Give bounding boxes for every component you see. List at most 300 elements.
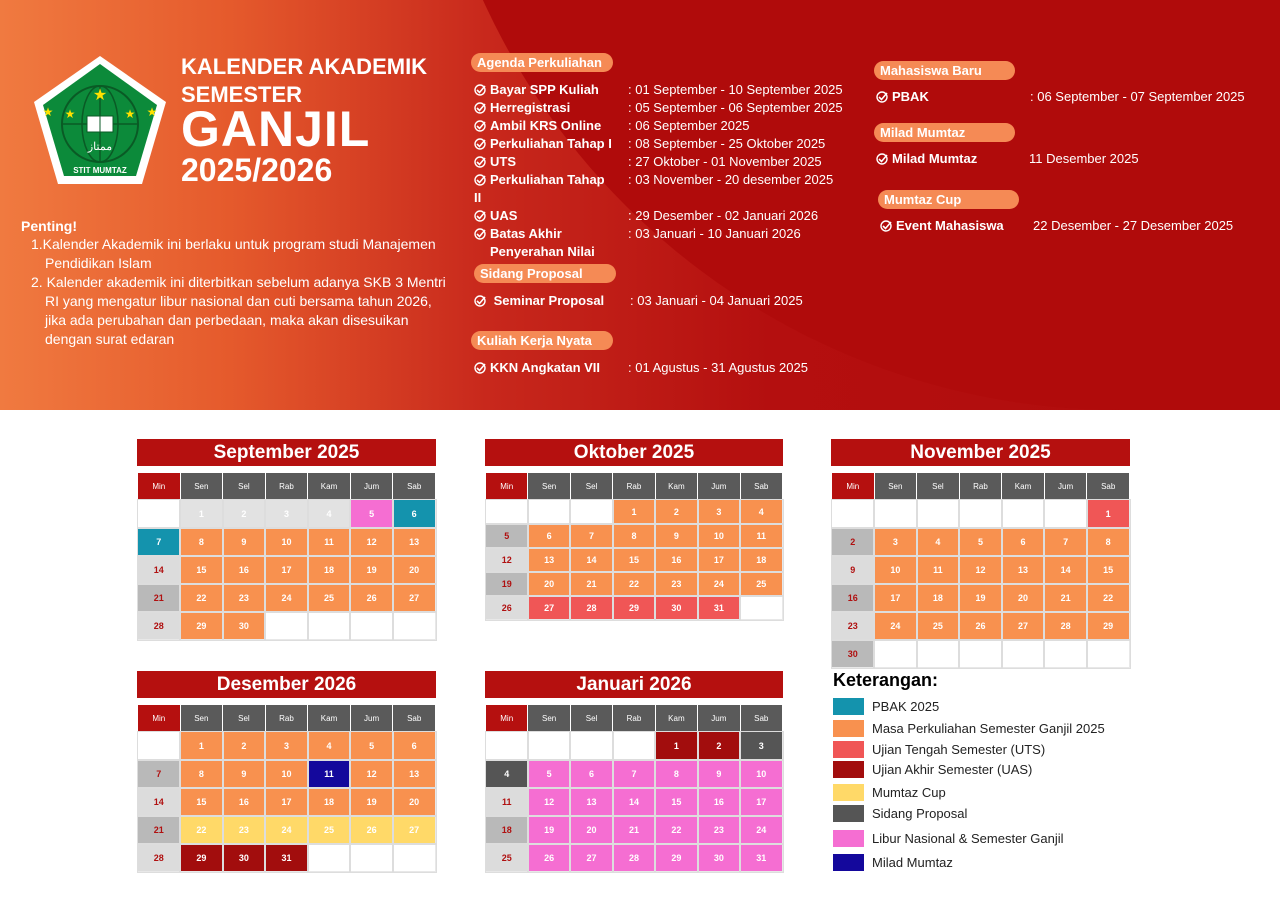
day-cell: 28	[570, 596, 612, 620]
day-cell: 29	[655, 844, 697, 872]
day-cell: 14	[570, 548, 612, 572]
day-cell: 3	[265, 500, 308, 528]
day-cell: 23	[832, 612, 875, 640]
weekday-header: Sab	[740, 705, 782, 732]
day-cell: 14	[613, 788, 655, 816]
logo-text: STIT MUMTAZ	[73, 166, 127, 175]
calendar-title-november: November 2025	[831, 439, 1130, 466]
day-cell: 2	[832, 528, 875, 556]
empty-cell	[1044, 500, 1087, 528]
logo-arabic: ممتاز	[87, 141, 113, 153]
day-cell: 28	[138, 844, 181, 872]
day-cell: 27	[570, 844, 612, 872]
weekday-header-row	[138, 705, 436, 732]
week-row	[832, 640, 1130, 668]
calendar-title-januari: Januari 2026	[485, 671, 783, 698]
calendar-title-oktober: Oktober 2025	[485, 439, 783, 466]
day-cell: 29	[180, 844, 223, 872]
day-cell: 8	[655, 760, 697, 788]
day-cell: 22	[613, 572, 655, 596]
week-row	[486, 844, 783, 872]
weekday-header: Sen	[180, 473, 223, 500]
week-row	[138, 788, 436, 816]
day-cell: 5	[350, 500, 393, 528]
sidang-row: Seminar Proposal : 03 Januari - 04 Januari 2025	[474, 292, 803, 310]
svg-text:★: ★	[92, 87, 108, 104]
agenda-row: Penyerahan Nilai	[490, 244, 595, 259]
weekday-header: Sab	[740, 473, 782, 500]
weekday-header-row	[832, 473, 1130, 500]
day-cell: 22	[1087, 584, 1130, 612]
day-cell: 19	[959, 584, 1002, 612]
agenda-row: Perkuliahan Tahap II : 03 November - 20 desember 2025	[474, 172, 834, 205]
day-cell: 10	[698, 524, 740, 548]
agenda-row: Ambil KRS Online : 06 September 2025	[474, 117, 843, 135]
milad-row: Milad Mumtaz 11 Desember 2025	[876, 150, 1139, 168]
day-cell: 15	[180, 556, 223, 584]
day-cell: 20	[1002, 584, 1045, 612]
check-icon	[474, 138, 486, 150]
legend-item: Libur Nasional & Semester Ganjil	[833, 830, 1063, 847]
day-cell: 4	[917, 528, 960, 556]
empty-cell	[1087, 640, 1130, 668]
empty-cell	[832, 500, 875, 528]
day-cell: 2	[655, 500, 697, 524]
day-cell: 18	[486, 816, 528, 844]
day-cell: 13	[1002, 556, 1045, 584]
legend-item: Masa Perkuliahan Semester Ganjil 2025	[833, 720, 1105, 737]
empty-cell	[308, 844, 351, 872]
day-cell: 11	[486, 788, 528, 816]
weekday-header: Rab	[265, 705, 308, 732]
day-cell: 18	[308, 556, 351, 584]
legend-item: Ujian Tengah Semester (UTS)	[833, 741, 1045, 758]
day-cell: 22	[180, 816, 223, 844]
empty-cell	[393, 844, 436, 872]
day-cell: 3	[740, 732, 782, 760]
empty-cell	[874, 500, 917, 528]
weekday-header: Sen	[180, 705, 223, 732]
agenda-list	[474, 81, 843, 261]
calendar-september	[137, 472, 436, 640]
day-cell: 21	[613, 816, 655, 844]
day-cell: 1	[655, 732, 697, 760]
day-cell: 3	[265, 732, 308, 760]
day-cell: 13	[570, 788, 612, 816]
day-cell: 16	[655, 548, 697, 572]
day-cell: 16	[698, 788, 740, 816]
legend-swatch	[833, 784, 864, 801]
day-cell: 24	[698, 572, 740, 596]
day-cell: 13	[393, 528, 436, 556]
check-icon	[474, 228, 486, 240]
week-row	[832, 500, 1130, 528]
calendar-title-desember: Desember 2026	[137, 671, 436, 698]
day-cell: 8	[613, 524, 655, 548]
empty-cell	[528, 732, 570, 760]
legend-item: Ujian Akhir Semester (UAS)	[833, 761, 1032, 778]
empty-cell	[917, 640, 960, 668]
agenda-row: Perkuliahan Tahap I : 08 September - 25 Oktober 2025	[474, 135, 843, 153]
empty-cell	[1002, 640, 1045, 668]
weekday-header: Kam	[655, 473, 697, 500]
day-cell: 2	[698, 732, 740, 760]
day-cell: 31	[740, 844, 782, 872]
day-cell: 15	[1087, 556, 1130, 584]
svg-text:★: ★	[64, 107, 76, 121]
day-cell: 10	[874, 556, 917, 584]
check-icon	[474, 295, 486, 307]
check-icon	[474, 362, 486, 374]
week-row	[832, 584, 1130, 612]
week-row	[832, 556, 1130, 584]
day-cell: 17	[874, 584, 917, 612]
note-line: RI yang mengatur libur nasional dan cuti bersama tahun 2026,	[45, 293, 432, 309]
day-cell: 27	[1002, 612, 1045, 640]
calendar-title-september: September 2025	[137, 439, 436, 466]
day-cell: 6	[570, 760, 612, 788]
weekday-header: Min	[832, 473, 875, 500]
day-cell: 30	[655, 596, 697, 620]
day-cell: 19	[528, 816, 570, 844]
day-cell: 23	[223, 584, 266, 612]
day-cell: 11	[308, 760, 351, 788]
day-cell: 8	[180, 760, 223, 788]
empty-cell	[1044, 640, 1087, 668]
calendar-oktober	[485, 472, 783, 620]
agenda-row: Batas Akhir : 03 Januari - 10 Januari 2026	[474, 225, 843, 243]
day-cell: 25	[486, 844, 528, 872]
calendar-desember	[137, 704, 436, 872]
weekday-header: Kam	[1002, 473, 1045, 500]
day-cell: 30	[223, 844, 266, 872]
weekday-header: Kam	[655, 705, 697, 732]
empty-cell	[138, 500, 181, 528]
empty-cell	[350, 612, 393, 640]
day-cell: 18	[308, 788, 351, 816]
day-cell: 23	[655, 572, 697, 596]
day-cell: 10	[265, 528, 308, 556]
sidang-title: Sidang Proposal	[474, 264, 616, 283]
day-cell: 19	[486, 572, 528, 596]
day-cell: 26	[528, 844, 570, 872]
mahasiswa-baru-title: Mahasiswa Baru	[874, 61, 1015, 80]
agenda-title: Agenda Perkuliahan	[471, 53, 613, 72]
note-line: jika ada perubahan dan perbedaan, maka akan disesuikan	[45, 312, 409, 328]
day-cell: 9	[223, 760, 266, 788]
weekday-header: Jum	[350, 705, 393, 732]
week-row	[138, 760, 436, 788]
day-cell: 4	[486, 760, 528, 788]
legend-swatch	[833, 761, 864, 778]
legend-item: PBAK 2025	[833, 698, 939, 715]
week-row	[138, 732, 436, 760]
day-cell: 15	[180, 788, 223, 816]
day-cell: 25	[740, 572, 782, 596]
note-line: Pendidikan Islam	[45, 255, 152, 271]
week-row	[138, 584, 436, 612]
legend-swatch	[833, 720, 864, 737]
day-cell: 26	[350, 584, 393, 612]
day-cell: 11	[740, 524, 782, 548]
day-cell: 11	[308, 528, 351, 556]
week-row	[486, 524, 783, 548]
svg-text:★: ★	[42, 105, 54, 119]
weekday-header: Jum	[698, 705, 740, 732]
day-cell: 2	[223, 732, 266, 760]
day-cell: 23	[223, 816, 266, 844]
weekday-header: Sen	[528, 473, 570, 500]
weekday-header: Min	[486, 705, 528, 732]
weekday-header: Kam	[308, 705, 351, 732]
empty-cell	[138, 732, 181, 760]
legend-swatch	[833, 830, 864, 847]
day-cell: 14	[138, 788, 181, 816]
weekday-header: Rab	[265, 473, 308, 500]
weekday-header: Min	[486, 473, 528, 500]
svg-text:★: ★	[124, 107, 136, 121]
week-row	[832, 612, 1130, 640]
week-row	[486, 500, 783, 524]
title-ganjil: GANJIL	[181, 101, 371, 157]
day-cell: 24	[265, 816, 308, 844]
day-cell: 1	[1087, 500, 1130, 528]
day-cell: 5	[486, 524, 528, 548]
day-cell: 4	[308, 500, 351, 528]
day-cell: 24	[265, 584, 308, 612]
agenda-row: Bayar SPP Kuliah : 01 September - 10 September 2025	[474, 81, 843, 99]
day-cell: 13	[528, 548, 570, 572]
week-row	[486, 548, 783, 572]
day-cell: 20	[570, 816, 612, 844]
week-row	[138, 816, 436, 844]
day-cell: 17	[265, 788, 308, 816]
note-line: dengan surat edaran	[45, 331, 175, 347]
day-cell: 5	[528, 760, 570, 788]
day-cell: 9	[698, 760, 740, 788]
day-cell: 14	[1044, 556, 1087, 584]
legend-title: Keterangan:	[833, 670, 939, 690]
legend-swatch	[833, 698, 864, 715]
day-cell: 22	[180, 584, 223, 612]
title-line2: SEMESTER	[181, 82, 303, 107]
empty-cell	[528, 500, 570, 524]
weekday-header: Jum	[1044, 473, 1087, 500]
day-cell: 8	[180, 528, 223, 556]
empty-cell	[308, 612, 351, 640]
weekday-header: Sel	[223, 473, 266, 500]
weekday-header: Sab	[393, 473, 436, 500]
day-cell: 12	[486, 548, 528, 572]
weekday-header: Min	[138, 705, 181, 732]
weekday-header: Rab	[613, 473, 655, 500]
day-cell: 18	[740, 548, 782, 572]
week-row	[486, 732, 783, 760]
day-cell: 31	[698, 596, 740, 620]
week-row	[138, 844, 436, 872]
day-cell: 12	[959, 556, 1002, 584]
day-cell: 30	[698, 844, 740, 872]
weekday-header: Sel	[917, 473, 960, 500]
check-icon	[474, 102, 486, 114]
day-cell: 5	[350, 732, 393, 760]
weekday-header: Sab	[1087, 473, 1130, 500]
legend-item: Sidang Proposal	[833, 805, 967, 822]
day-cell: 4	[740, 500, 782, 524]
week-row	[138, 528, 436, 556]
day-cell: 19	[350, 788, 393, 816]
empty-cell	[613, 732, 655, 760]
weekday-header: Sel	[570, 705, 612, 732]
day-cell: 9	[655, 524, 697, 548]
agenda-row: UAS : 29 Desember - 02 Januari 2026	[474, 207, 843, 225]
day-cell: 10	[740, 760, 782, 788]
weekday-header: Jum	[698, 473, 740, 500]
day-cell: 17	[265, 556, 308, 584]
mumtaz-cup-title: Mumtaz Cup	[878, 190, 1019, 209]
day-cell: 8	[1087, 528, 1130, 556]
mumtaz-cup-row: Event Mahasiswa 22 Desember - 27 Desember 2025	[880, 217, 1233, 235]
day-cell: 2	[223, 500, 266, 528]
check-icon	[474, 156, 486, 168]
day-cell: 17	[740, 788, 782, 816]
day-cell: 5	[959, 528, 1002, 556]
day-cell: 20	[528, 572, 570, 596]
day-cell: 21	[138, 816, 181, 844]
day-cell: 28	[1044, 612, 1087, 640]
kkn-title: Kuliah Kerja Nyata	[471, 331, 613, 350]
weekday-header: Sen	[528, 705, 570, 732]
day-cell: 30	[832, 640, 875, 668]
week-row	[832, 528, 1130, 556]
check-icon	[474, 174, 486, 186]
weekday-header-row	[138, 473, 436, 500]
day-cell: 9	[223, 528, 266, 556]
empty-cell	[486, 732, 528, 760]
day-cell: 28	[138, 612, 181, 640]
empty-cell	[570, 732, 612, 760]
check-icon	[474, 210, 486, 222]
day-cell: 14	[138, 556, 181, 584]
day-cell: 1	[180, 732, 223, 760]
day-cell: 17	[698, 548, 740, 572]
week-row	[486, 572, 783, 596]
day-cell: 20	[393, 788, 436, 816]
note-line: 2. Kalender akademik ini diterbitkan sebelum adanya SKB 3 Mentri	[31, 274, 446, 290]
day-cell: 7	[138, 528, 181, 556]
day-cell: 12	[350, 760, 393, 788]
legend-swatch	[833, 854, 864, 871]
day-cell: 29	[1087, 612, 1130, 640]
weekday-header: Kam	[308, 473, 351, 500]
day-cell: 26	[959, 612, 1002, 640]
check-icon	[876, 91, 888, 103]
empty-cell	[570, 500, 612, 524]
day-cell: 29	[180, 612, 223, 640]
day-cell: 29	[613, 596, 655, 620]
day-cell: 22	[655, 816, 697, 844]
day-cell: 25	[308, 816, 351, 844]
day-cell: 6	[393, 732, 436, 760]
day-cell: 21	[138, 584, 181, 612]
weekday-header-row	[486, 473, 783, 500]
weekday-header: Rab	[959, 473, 1002, 500]
day-cell: 15	[613, 548, 655, 572]
notes-title: Penting!	[21, 218, 77, 234]
week-row	[138, 500, 436, 528]
day-cell: 3	[698, 500, 740, 524]
agenda-row: Herregistrasi : 05 September - 06 September 2025	[474, 99, 843, 117]
title-year: 2025/2026	[181, 152, 333, 188]
day-cell: 6	[393, 500, 436, 528]
day-cell: 23	[698, 816, 740, 844]
day-cell: 28	[613, 844, 655, 872]
check-icon	[880, 220, 892, 232]
day-cell: 4	[308, 732, 351, 760]
svg-text:★: ★	[146, 105, 158, 119]
empty-cell	[486, 500, 528, 524]
day-cell: 15	[655, 788, 697, 816]
day-cell: 31	[265, 844, 308, 872]
day-cell: 30	[223, 612, 266, 640]
day-cell: 20	[393, 556, 436, 584]
day-cell: 6	[528, 524, 570, 548]
day-cell: 27	[528, 596, 570, 620]
week-row	[486, 596, 783, 620]
day-cell: 7	[138, 760, 181, 788]
day-cell: 19	[350, 556, 393, 584]
weekday-header: Jum	[350, 473, 393, 500]
day-cell: 24	[740, 816, 782, 844]
pbak-row: PBAK : 06 September - 07 September 2025	[876, 88, 1245, 106]
day-cell: 21	[570, 572, 612, 596]
day-cell: 26	[350, 816, 393, 844]
empty-cell	[740, 596, 782, 620]
empty-cell	[1002, 500, 1045, 528]
day-cell: 9	[832, 556, 875, 584]
check-icon	[474, 84, 486, 96]
weekday-header: Sel	[223, 705, 266, 732]
calendar-januari	[485, 704, 783, 872]
weekday-header: Sel	[570, 473, 612, 500]
day-cell: 1	[180, 500, 223, 528]
weekday-header: Sab	[393, 705, 436, 732]
legend-item: Mumtaz Cup	[833, 784, 946, 801]
check-icon	[876, 153, 888, 165]
day-cell: 10	[265, 760, 308, 788]
week-row	[486, 760, 783, 788]
day-cell: 12	[350, 528, 393, 556]
calendar-november	[831, 472, 1130, 668]
day-cell: 18	[917, 584, 960, 612]
day-cell: 16	[223, 788, 266, 816]
empty-cell	[350, 844, 393, 872]
empty-cell	[874, 640, 917, 668]
day-cell: 13	[393, 760, 436, 788]
milad-title: Milad Mumtaz	[874, 123, 1015, 142]
day-cell: 21	[1044, 584, 1087, 612]
day-cell: 11	[917, 556, 960, 584]
legend-item: Milad Mumtaz	[833, 854, 953, 871]
legend-swatch	[833, 741, 864, 758]
title-line1: KALENDER AKADEMIK	[181, 54, 428, 79]
day-cell: 27	[393, 816, 436, 844]
day-cell: 7	[570, 524, 612, 548]
check-icon	[474, 120, 486, 132]
legend-swatch	[833, 805, 864, 822]
day-cell: 3	[874, 528, 917, 556]
day-cell: 16	[832, 584, 875, 612]
